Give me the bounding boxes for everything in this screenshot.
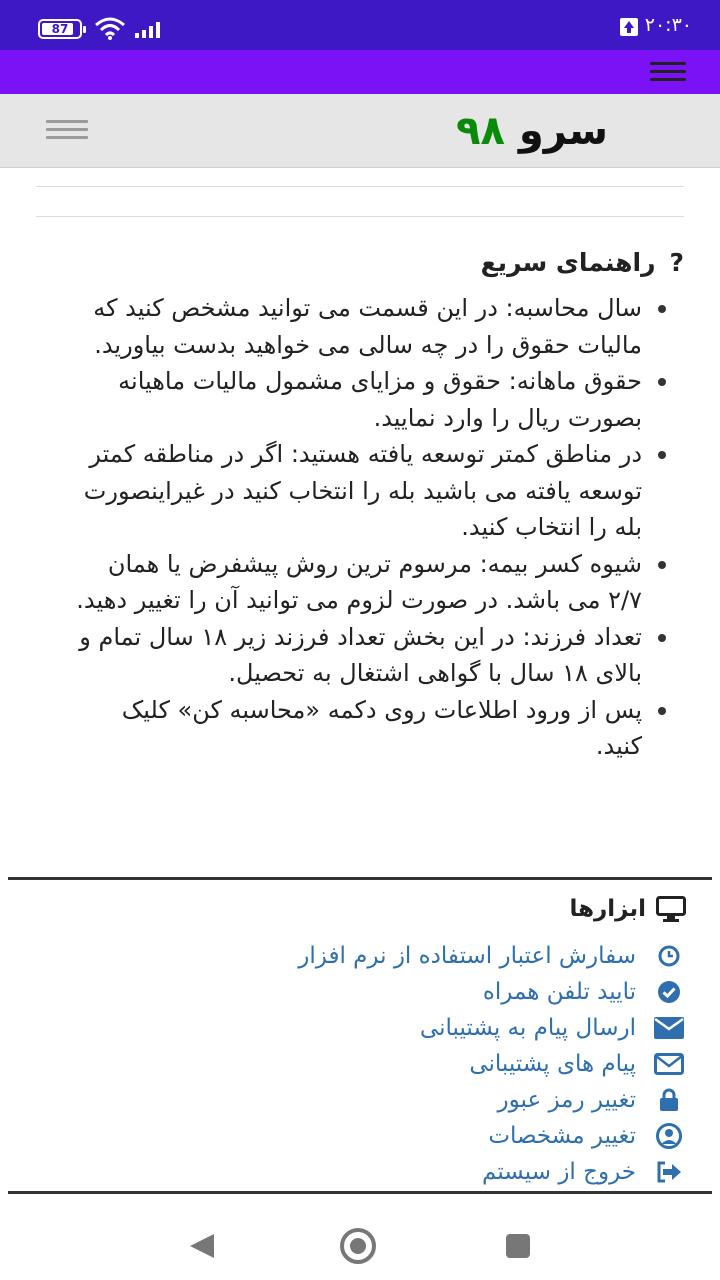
tool-link-label[interactable]: سفارش اعتبار استفاده از نرم افزار: [298, 943, 636, 969]
lock-icon: [654, 1085, 684, 1115]
system-nav-bar: [0, 1210, 720, 1280]
brand-number: ۹۸: [456, 108, 505, 154]
envelope-outline-icon: [654, 1049, 684, 1079]
user-circle-icon: [654, 1121, 684, 1151]
menu-icon[interactable]: [650, 62, 686, 82]
nav-toggle-icon[interactable]: [46, 120, 88, 140]
divider: [36, 186, 684, 187]
brand-name: سرو: [518, 108, 608, 154]
recent-apps-icon[interactable]: [506, 1234, 530, 1258]
tool-link-support-messages[interactable]: [44, 1046, 684, 1082]
list-item: شیوه کسر بیمه: مرسوم ترین روش پیشفرض یا همان ۲/۷ می باشد. در صورت لزوم می توانید آن را تغییر دهید.: [76, 546, 642, 619]
clock-icon: [654, 941, 684, 971]
tool-link-order-credit[interactable]: [44, 938, 684, 974]
quick-guide-heading: راهنمای سریع: [480, 248, 656, 277]
list-item: تعداد فرزند: در این بخش تعداد فرزند زیر ۱۸ سال تمام و بالای ۱۸ سال با گواهی اشتغال به تحصیل.: [76, 619, 642, 692]
wifi-icon: [94, 16, 126, 40]
tool-link-label[interactable]: تغییر رمز عبور: [497, 1087, 636, 1113]
back-icon[interactable]: [190, 1234, 214, 1258]
section-divider: [8, 877, 712, 880]
sign-out-icon: [654, 1157, 684, 1187]
status-bar: [0, 0, 720, 50]
tool-link-label[interactable]: پیام های پشتیبانی: [469, 1051, 636, 1077]
site-logo[interactable]: [456, 108, 608, 154]
home-icon[interactable]: [340, 1228, 376, 1264]
tool-link-label[interactable]: خروج از سیستم: [482, 1159, 636, 1185]
question-icon: ?: [669, 248, 684, 277]
tool-link-change-password[interactable]: [44, 1082, 684, 1118]
envelope-filled-icon: [654, 1013, 684, 1043]
section-divider: [8, 1191, 712, 1194]
upload-icon: [620, 18, 638, 36]
site-header: [0, 94, 720, 168]
list-item: پس از ورود اطلاعات روی دکمه «محاسبه کن» کلیک کنید.: [76, 692, 642, 765]
signal-icon: [134, 20, 166, 38]
list-item: سال محاسبه: در این قسمت می توانید مشخص کنید که مالیات حقوق را در چه سالی می خواهید بدست بیاورید.: [76, 290, 642, 363]
divider: [36, 216, 684, 217]
battery-icon: [38, 19, 82, 39]
tools-title: [569, 896, 686, 922]
clock-time: ۲۰:۳۰: [644, 14, 692, 36]
battery-percent: 87: [51, 22, 69, 36]
app-bar: [0, 50, 720, 94]
tools-list: [44, 938, 684, 1190]
tool-link-verify-phone[interactable]: [44, 974, 684, 1010]
tool-link-label[interactable]: تغییر مشخصات: [488, 1123, 636, 1149]
check-circle-icon: [654, 977, 684, 1007]
quick-guide-list: [76, 290, 642, 765]
tool-link-label[interactable]: تایید تلفن همراه: [482, 979, 636, 1005]
quick-guide-title: [481, 248, 684, 277]
tool-link-send-message[interactable]: [44, 1010, 684, 1046]
tools-heading: ابزارها: [569, 896, 646, 922]
tool-link-edit-profile[interactable]: [44, 1118, 684, 1154]
tool-link-logout[interactable]: [44, 1154, 684, 1190]
list-item: در مناطق کمتر توسعه یافته هستید: اگر در مناطقه کمتر توسعه یافته می باشید بله را انتخاب کنید در غیراینصورت بله را انتخاب کنید.: [76, 436, 642, 546]
tool-link-label[interactable]: ارسال پیام به پشتیبانی: [419, 1015, 636, 1041]
monitor-icon: [656, 896, 686, 922]
list-item: حقوق ماهانه: حقوق و مزایای مشمول مالیات ماهیانه بصورت ریال را وارد نمایید.: [76, 363, 642, 436]
